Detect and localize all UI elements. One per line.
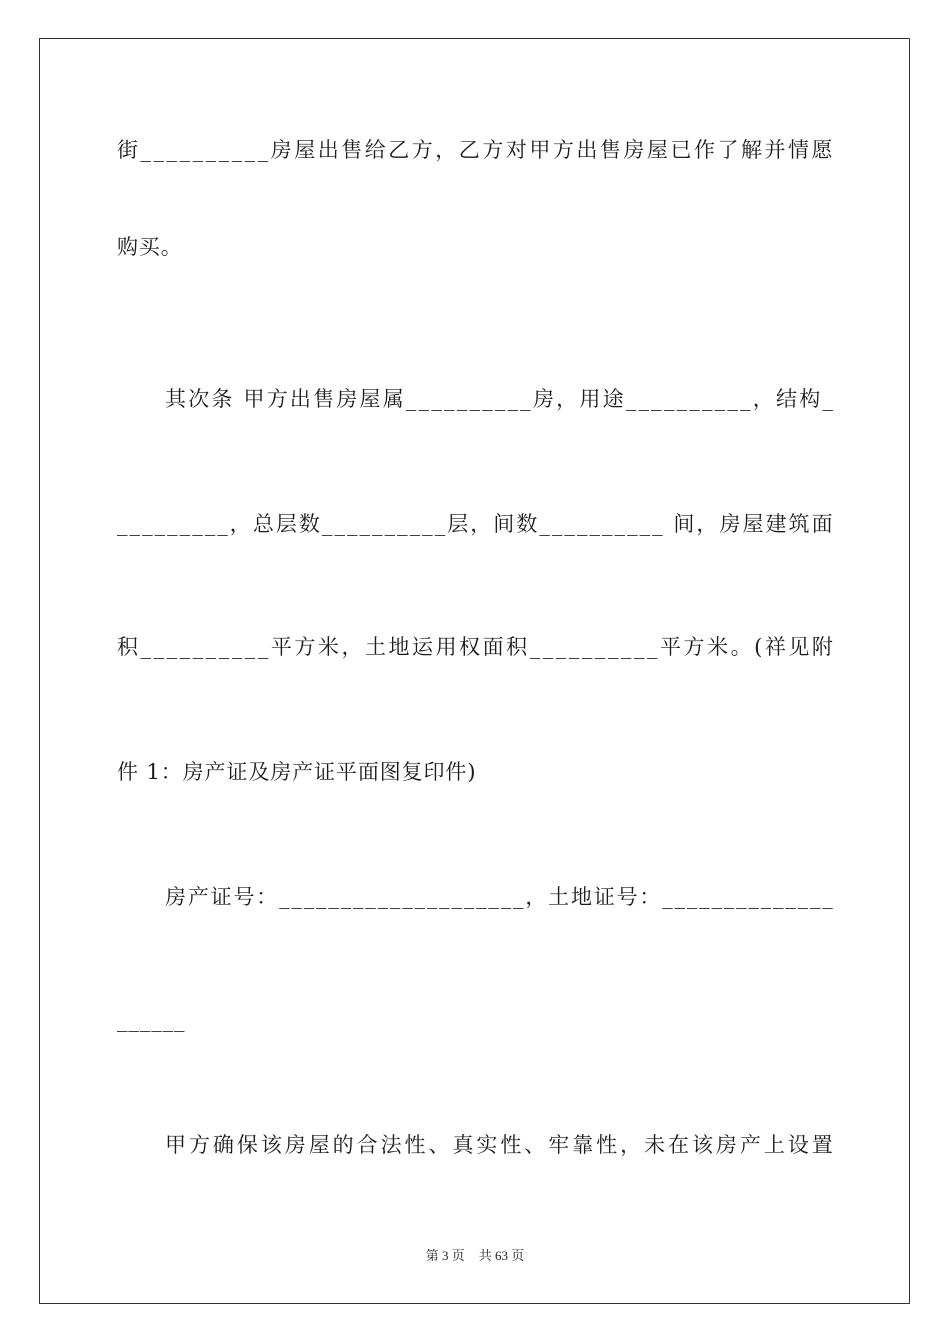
page-total: 共 63 页: [478, 1248, 525, 1263]
paragraph-line-9: 甲 方 确 保 该 房 屋 的 合 法 性 、 真 实 性 、 牢 靠 性 ， 未 在 该 房 产 上 设 置: [165, 1133, 833, 1157]
paragraph-line-1: 街 _ _ _ _ _ _ _ _ _ _ 房 屋 出 售 给 乙 方 ， 乙 方 对 甲 方 出 售 房 屋 已 作 了 解 并 情 愿: [117, 138, 833, 162]
page-number: 第 3 页: [425, 1248, 465, 1263]
paragraph-line-6: 件 1：房产证及房产证平面图复印件): [117, 760, 477, 784]
paragraph-line-4: _ _ _ _ _ _ _ _ _ ， 总 层 数 _ _ _ _ _ _ _ _ _ _ 层 ， 间 数 _ _ _ _ _ _ _ _ _ _ 间 ， 房 屋 建 筑 面: [117, 512, 833, 536]
paragraph-line-2: 购买。: [117, 235, 183, 259]
paragraph-line-7: 房 产 证 号 ： _ _ _ _ _ _ _ _ _ _ _ _ _ _ _ _ _ _ _ _ ， 土 地 证 号 ： _ _ _ _ _ _ _ _ _ _ _ _ _ _: [165, 885, 833, 909]
page-footer: [0, 1247, 950, 1265]
paragraph-line-8: ______: [117, 1008, 186, 1032]
page-border: [39, 38, 910, 1304]
paragraph-line-3: 其 次 条 甲 方 出 售 房 屋 属 _ _ _ _ _ _ _ _ _ _ 房 ， 用 途 _ _ _ _ _ _ _ _ _ _ ， 结 构 _: [165, 387, 833, 411]
paragraph-line-5: 积 _ _ _ _ _ _ _ _ _ _ 平 方 米 ， 土 地 运 用 权 面 积 _ _ _ _ _ _ _ _ _ _ 平 方 米 。 ( 祥 见 附: [117, 635, 833, 659]
